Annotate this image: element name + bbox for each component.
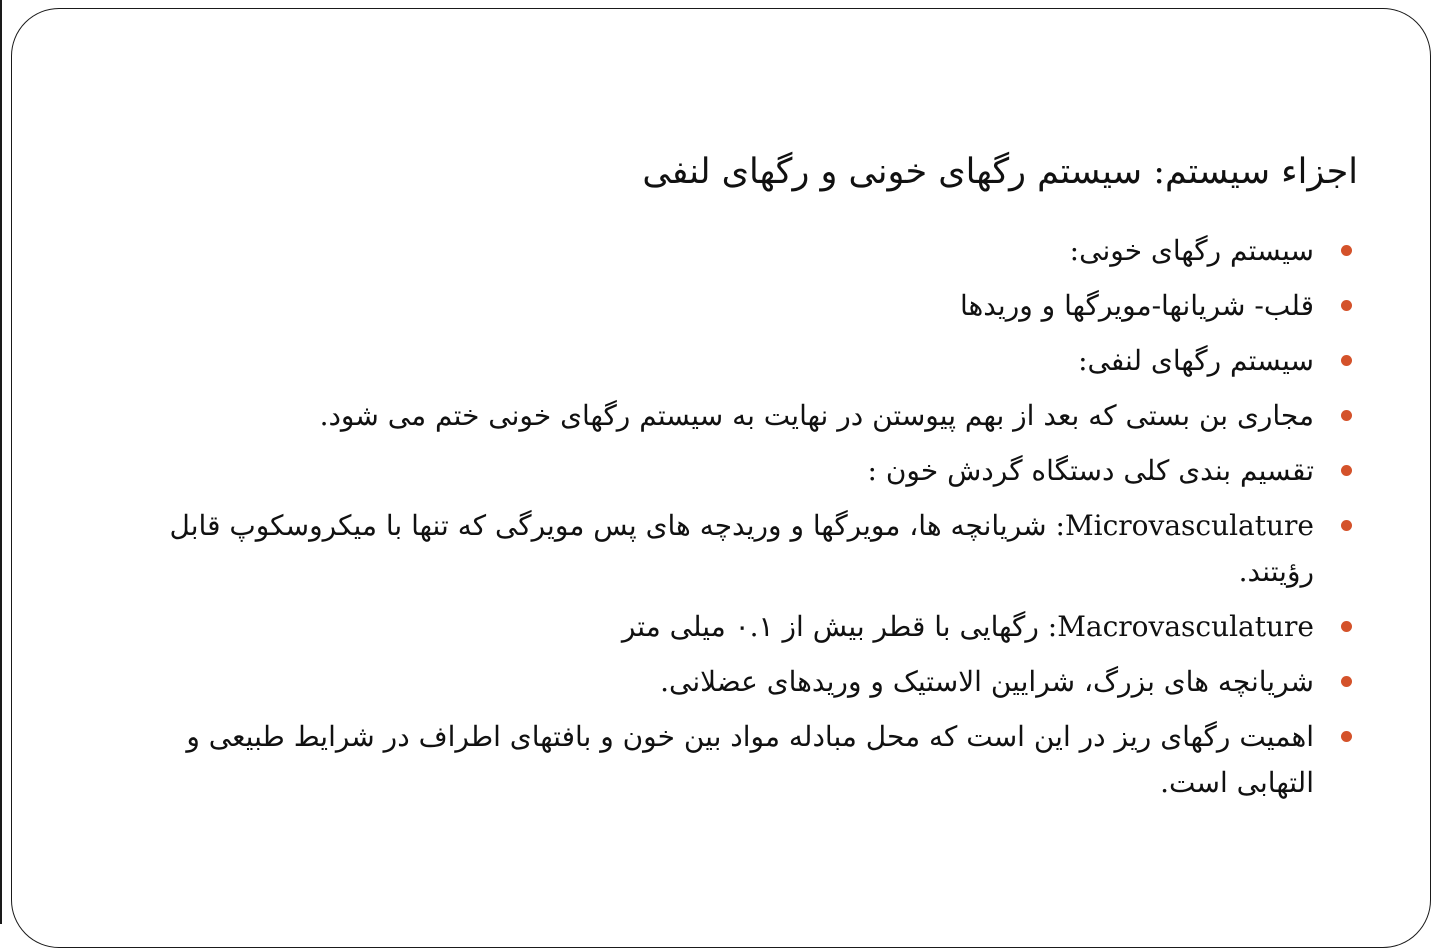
bullet-text: : شریانچه ها، مویرگها و وریدچه های پس مویرگی که تنها با میکروسکوپ قابل رؤیتند. — [169, 509, 1314, 588]
bullet-list — [152, 228, 1352, 815]
bullet-dot-icon — [1341, 300, 1352, 311]
bullet-item-lymph-vessel-system — [152, 338, 1352, 384]
bullet-item-microvasculature — [152, 503, 1352, 595]
bullet-dot-icon — [1341, 676, 1352, 687]
bullet-item-macrovasculature — [152, 604, 1352, 650]
slide-title: اجزاء سیستم: سیستم رگهای خونی و رگهای لنفی — [642, 152, 1358, 192]
bullet-text: سیستم رگهای لنفی: — [1078, 344, 1314, 377]
bullet-dot-icon — [1341, 520, 1352, 531]
bullet-text: تقسیم بندی کلی دستگاه گردش خون : — [867, 454, 1314, 487]
bullet-prefix: Macrovasculature — [1057, 610, 1314, 643]
bullet-dot-icon — [1341, 465, 1352, 476]
bullet-dot-icon — [1341, 731, 1352, 742]
bullet-item-importance — [152, 714, 1352, 806]
bullet-dot-icon — [1341, 245, 1352, 256]
bullet-text: مجاری بن بستی که بعد از بهم پیوستن در نهایت به سیستم رگهای خونی ختم می شود. — [319, 399, 1314, 432]
bullet-text: قلب- شریانها-مویرگها و وریدها — [959, 289, 1314, 322]
bullet-prefix: Microvasculature — [1064, 509, 1314, 542]
bullet-dot-icon — [1341, 621, 1352, 632]
bullet-item-classification — [152, 448, 1352, 494]
window-left-edge — [0, 0, 2, 924]
bullet-item-heart-arteries — [152, 283, 1352, 329]
bullet-item-dead-end-ducts — [152, 393, 1352, 439]
bullet-text: : رگهایی با قطر بیش از ۰.۱ میلی متر — [621, 610, 1058, 643]
bullet-item-large-arterioles — [152, 659, 1352, 705]
bullet-dot-icon — [1341, 355, 1352, 366]
bullet-text: اهمیت رگهای ریز در این است که محل مبادله مواد بین خون و بافتهای اطراف در شرایط طبیعی و التهابی است. — [186, 720, 1314, 799]
bullet-text: سیستم رگهای خونی: — [1069, 234, 1314, 267]
bullet-item-blood-vessel-system — [152, 228, 1352, 274]
bullet-text: شریانچه های بزرگ، شرایین الاستیک و وریدهای عضلانی. — [660, 665, 1314, 698]
bullet-dot-icon — [1341, 410, 1352, 421]
